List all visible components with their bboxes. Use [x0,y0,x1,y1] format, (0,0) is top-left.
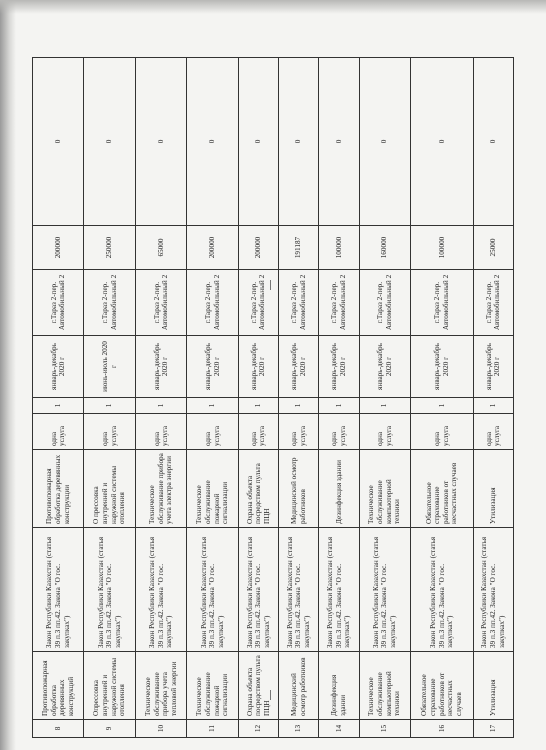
table-row [359,58,410,738]
row-number: 12 [238,720,278,738]
service-subject: Охрана объекта посредством пульта ПЦН [238,450,278,528]
unit: одна услуга [411,414,474,450]
period: январь-декабрь 2020 г [33,336,84,398]
quantity: 1 [135,398,186,414]
row-number: 8 [33,720,84,738]
page-top-shadow [0,0,546,14]
quantity: 1 [187,398,238,414]
amount: 200000 [33,226,84,270]
advance: 0 [187,58,238,226]
place: г.Тараз 2-пер. Автомобильный 2 [473,270,513,336]
amount: 65000 [135,226,186,270]
service-subject: Техническое обслуживание прибора учета электра энергии [135,450,186,528]
quantity: 1 [411,398,474,414]
quantity: 1 [279,398,319,414]
period: январь-декабрь 2020 г [238,336,278,398]
period: январь-декабрь 2020 г [411,336,474,398]
table-row [84,58,135,738]
unit: одна услуга [135,414,186,450]
row-number: 10 [135,720,186,738]
place: г.Тараз 2-пер. Автомобильный 2 [238,270,278,336]
quantity: 1 [84,398,135,414]
row-number: 16 [411,720,474,738]
service-name: Утилизация [473,652,513,720]
period: январь-декабрь 2020 г [359,336,410,398]
table-row [187,58,238,738]
service-subject: Утилизация [473,450,513,528]
rotated-table-inner [32,58,514,738]
amount: 200000 [238,226,278,270]
row-number: 11 [187,720,238,738]
service-name: Противопожарная обработка деревянных конструкций [33,652,84,720]
place: г.Тараз 2-пер. Автомобильный 2 [411,270,474,336]
quantity: 1 [33,398,84,414]
table-row [135,58,186,738]
amount: 160000 [359,226,410,270]
service-subject: Техническое обслуживание пожарной сигнализации [187,450,238,528]
amount: 25000 [473,226,513,270]
unit: одна услуга [473,414,513,450]
unit: одна услуга [279,414,319,450]
legal-basis: Закон Республики Казахстан (статья 39 п.3 пп.42. Закона "О гос. закупках") [33,528,84,652]
unit: одна услуга [33,414,84,450]
service-subject: О прессовка внутренней и наружной системы отопления [84,450,135,528]
service-name: Опрессовка внутренней и наружной системы отопления [84,652,135,720]
unit: одна услуга [359,414,410,450]
table-row [411,58,474,738]
amount: 100000 [319,226,359,270]
procurement-table [32,57,514,738]
quantity: 1 [319,398,359,414]
advance: 0 [33,58,84,226]
amount: 200000 [187,226,238,270]
unit: одна услуга [319,414,359,450]
period: январь-декабрь 2020 г [473,336,513,398]
service-subject: Медицинский осмотр работников [279,450,319,528]
service-subject: Обязательное страхование работников от несчастных случаев [411,450,474,528]
place: г.Тараз 2-пер. Автомобильный 2 [319,270,359,336]
table-row [279,58,319,738]
service-name: Медицинский осмотр работников [279,652,319,720]
row-number: 9 [84,720,135,738]
service-name: Техническое обслуживание пожарной сигнализации [187,652,238,720]
service-subject: Противопожарная обработка деревянных конструкции [33,450,84,528]
place: г.Тараз 2-пер. Автомобильный 2 [33,270,84,336]
legal-basis: Закон Республики Казахстан (статья 39 п.3 пп.42. Закона "О гос. закупках") [319,528,359,652]
row-number: 13 [279,720,319,738]
place: г.Тараз 2-пер. Автомобильный 2 [84,270,135,336]
advance: 0 [238,58,278,226]
amount: 100000 [411,226,474,270]
service-name: Техническое обслуживание прибора учета тепловой энергии [135,652,186,720]
place: г.Тараз 2-пер. Автомобильный 2 [279,270,319,336]
row-number: 15 [359,720,410,738]
advance: 0 [319,58,359,226]
place: г.Тараз 2-пер. Автомобильный 2 [187,270,238,336]
service-name: Обязательное страхование работников от несчастных случаев [411,652,474,720]
row-number: 14 [319,720,359,738]
legal-basis: Закон Республики Казахстан (статья 39 п.3 пп.42. Закона "О гос. закупках") [135,528,186,652]
quantity: 1 [473,398,513,414]
period: январь-декабрь 2020 г [135,336,186,398]
advance: 0 [279,58,319,226]
legal-basis: Закон Республики Казахстан (статья 39 п.3 пп.42. Закона "О гос. закупках") [187,528,238,652]
advance: 0 [473,58,513,226]
table-row [33,58,84,738]
table-row [473,58,513,738]
service-name: Дезинфекция здании [319,652,359,720]
rotated-table-frame [32,58,514,738]
period: январь-декабрь 2020 г [319,336,359,398]
period: январь-декабрь 2020 г [279,336,319,398]
period: январь-декабрь 2020 г [187,336,238,398]
advance: 0 [135,58,186,226]
period: июнь-июль 2020 г [84,336,135,398]
unit: одна услуга [238,414,278,450]
amount: 250000 [84,226,135,270]
quantity: 1 [238,398,278,414]
unit: одна услуга [84,414,135,450]
service-name: Техническое обслуживание компьютерной техники [359,652,410,720]
legal-basis: Закон Республики Казахстан (статья 39 п.3 пп.42. Закона "О гос. закупках") [473,528,513,652]
service-name: Охрана объекта посредством пульта ПЦН [238,652,278,720]
place: г.Тараз 2-пер. Автомобильный 2 [359,270,410,336]
place: г.Тараз 2-пер. Автомобильный 2 [135,270,186,336]
quantity: 1 [359,398,410,414]
row-number: 17 [473,720,513,738]
advance: 0 [411,58,474,226]
legal-basis: Закон Республики Казахстан (статья 39 п.3 пп.42. Закона "О гос. закупках") [279,528,319,652]
unit: одна услуга [187,414,238,450]
advance: 0 [359,58,410,226]
advance: 0 [84,58,135,226]
table-row [319,58,359,738]
legal-basis: Закон Республики Казахстан (статья 39 п.3 пп.42. Закона "О гос. закупках") [411,528,474,652]
service-subject: Техническое обслуживание компьютерной техники [359,450,410,528]
table-row [238,58,278,738]
legal-basis: Закон Республики Казахстан (статья 39 п.3 пп.42. Закона "О гос. закупках") [238,528,278,652]
page-edge-shadow [0,0,16,750]
service-subject: Дезинфекция здании [319,450,359,528]
amount: 191187 [279,226,319,270]
legal-basis: Закон Республики Казахстан (статья 39 п.3 пп.42. Закона "О гос. закупках") [359,528,410,652]
legal-basis: Закон Республики Казахстан (статья 39 п.3 пп.42. Закона "О гос. закупках") [84,528,135,652]
table-body [33,58,514,738]
